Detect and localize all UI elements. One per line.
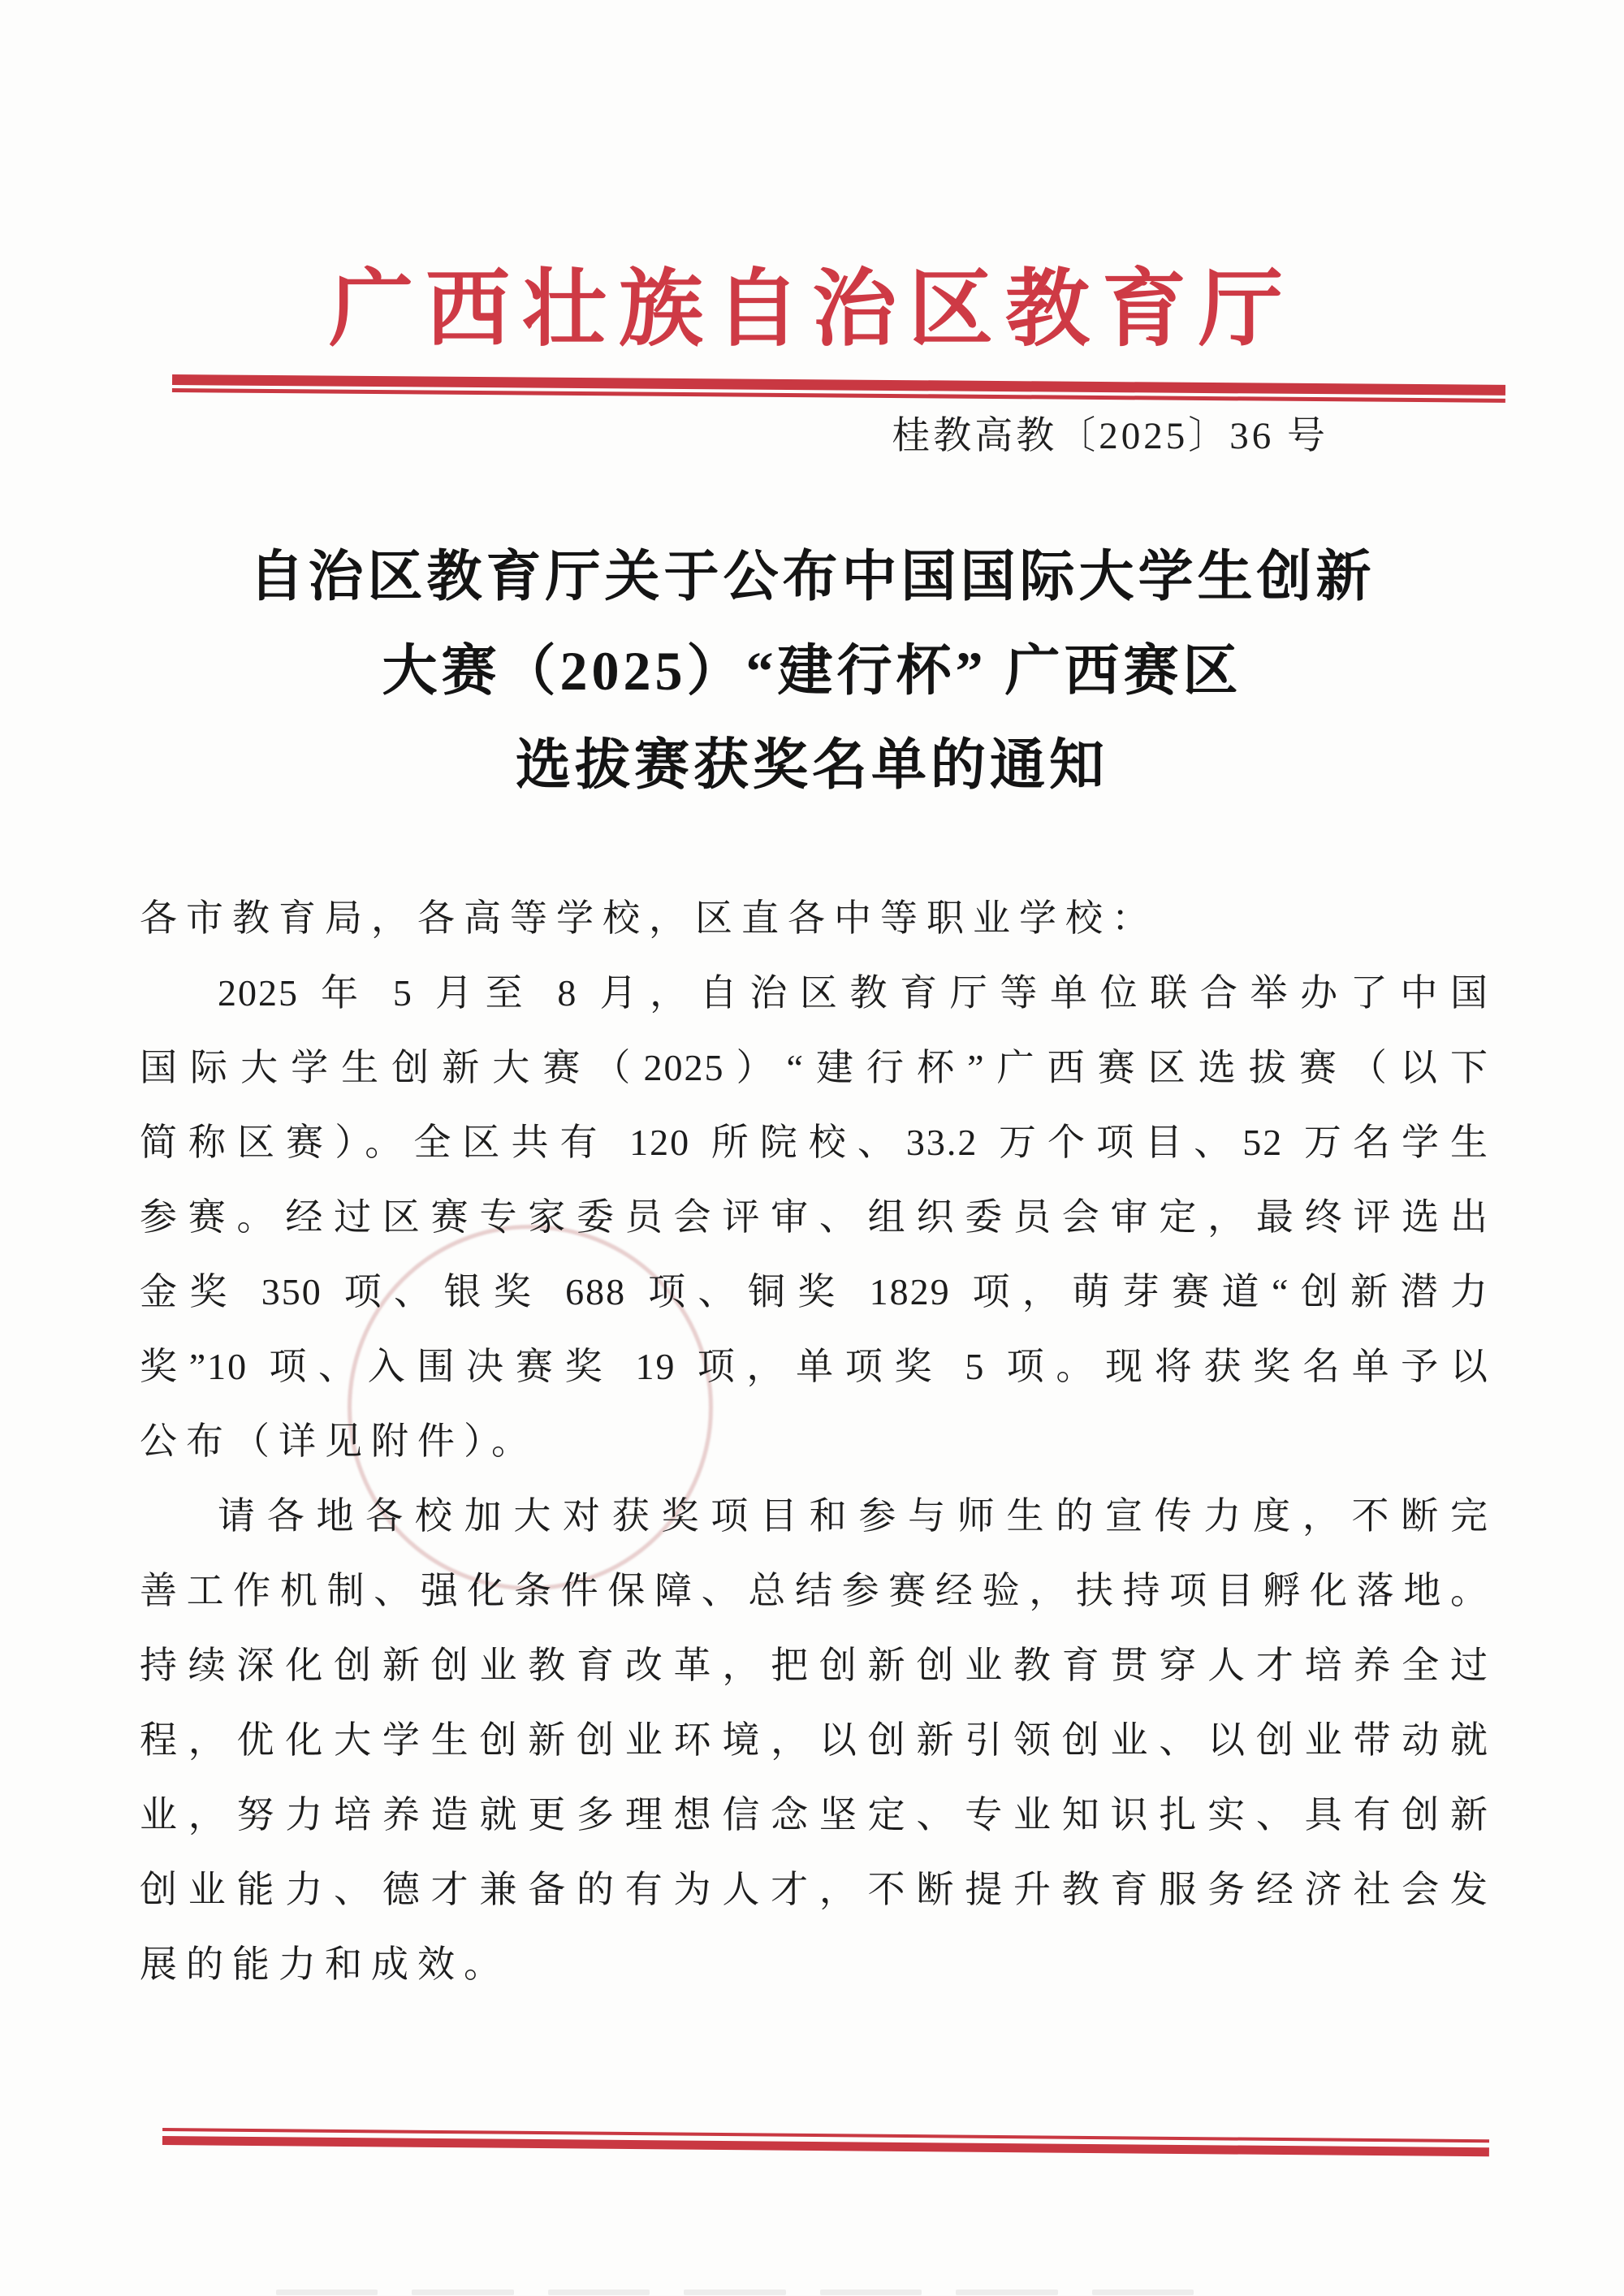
document-title-line-1: 自治区教育厅关于公布中国国际大学生创新 xyxy=(248,546,1376,608)
body-line: 公布（详见附件）。 xyxy=(140,1420,538,1462)
footer-red-divider xyxy=(162,2128,1489,2156)
document-body xyxy=(140,881,1489,2002)
body-line: 参赛。经过区赛专家委员会评审、组织委员会审定，最终评选出 xyxy=(140,1196,1489,1238)
salutation-line: 各市教育局，各高等学校，区直各中等职业学校： xyxy=(140,897,1158,939)
next-page-cutoff-marks xyxy=(276,2290,1194,2295)
body-line: 2025 年 5 月至 8 月，自治区教育厅等单位联合举办了中国 xyxy=(218,972,1489,1014)
letterhead-agency-title: 广西壮族自治区教育厅 xyxy=(328,263,1295,357)
body-line: 展的能力和成效。 xyxy=(140,1944,510,1985)
body-line: 简称区赛）。全区共有 120 所院校、33.2 万个项目、52 万名学生 xyxy=(140,1122,1489,1163)
body-line: 国际大学生创新大赛（2025）“建行杯”广西赛区选拔赛（以下 xyxy=(140,1047,1489,1088)
body-line: 奖”10 项、入围决赛奖 19 项，单项奖 5 项。现将获奖名单予以 xyxy=(140,1346,1489,1387)
document-title-line-3: 选拔赛获奖名单的通知 xyxy=(515,734,1108,796)
document-title-line-2: 大赛（2025）“建行杯” 广西赛区 xyxy=(382,640,1242,702)
body-line: 创业能力、德才兼备的有为人才，不断提升教育服务经济社会发 xyxy=(140,1869,1489,1910)
body-line: 请各地各校加大对获奖项目和参与师生的宣传力度，不断完 xyxy=(218,1495,1489,1537)
document-title xyxy=(0,530,1624,812)
body-line: 业，努力培养造就更多理想信念坚定、专业知识扎实、具有创新 xyxy=(140,1794,1489,1836)
body-line: 金奖 350 项、银奖 688 项、铜奖 1829 项，萌芽赛道“创新潜力 xyxy=(140,1271,1489,1312)
body-line: 善工作机制、强化条件保障、总结参赛经验，扶持项目孵化落地。 xyxy=(140,1570,1489,1611)
letterhead-red-divider xyxy=(172,374,1505,403)
document-reference-number: 桂教高教〔2025〕36 号 xyxy=(892,415,1328,457)
body-line: 持续深化创新创业教育改革，把创新创业教育贯穿人才培养全过 xyxy=(140,1645,1489,1686)
body-line: 程，优化大学生创新创业环境，以创新引领创业、以创业带动就 xyxy=(140,1719,1489,1761)
